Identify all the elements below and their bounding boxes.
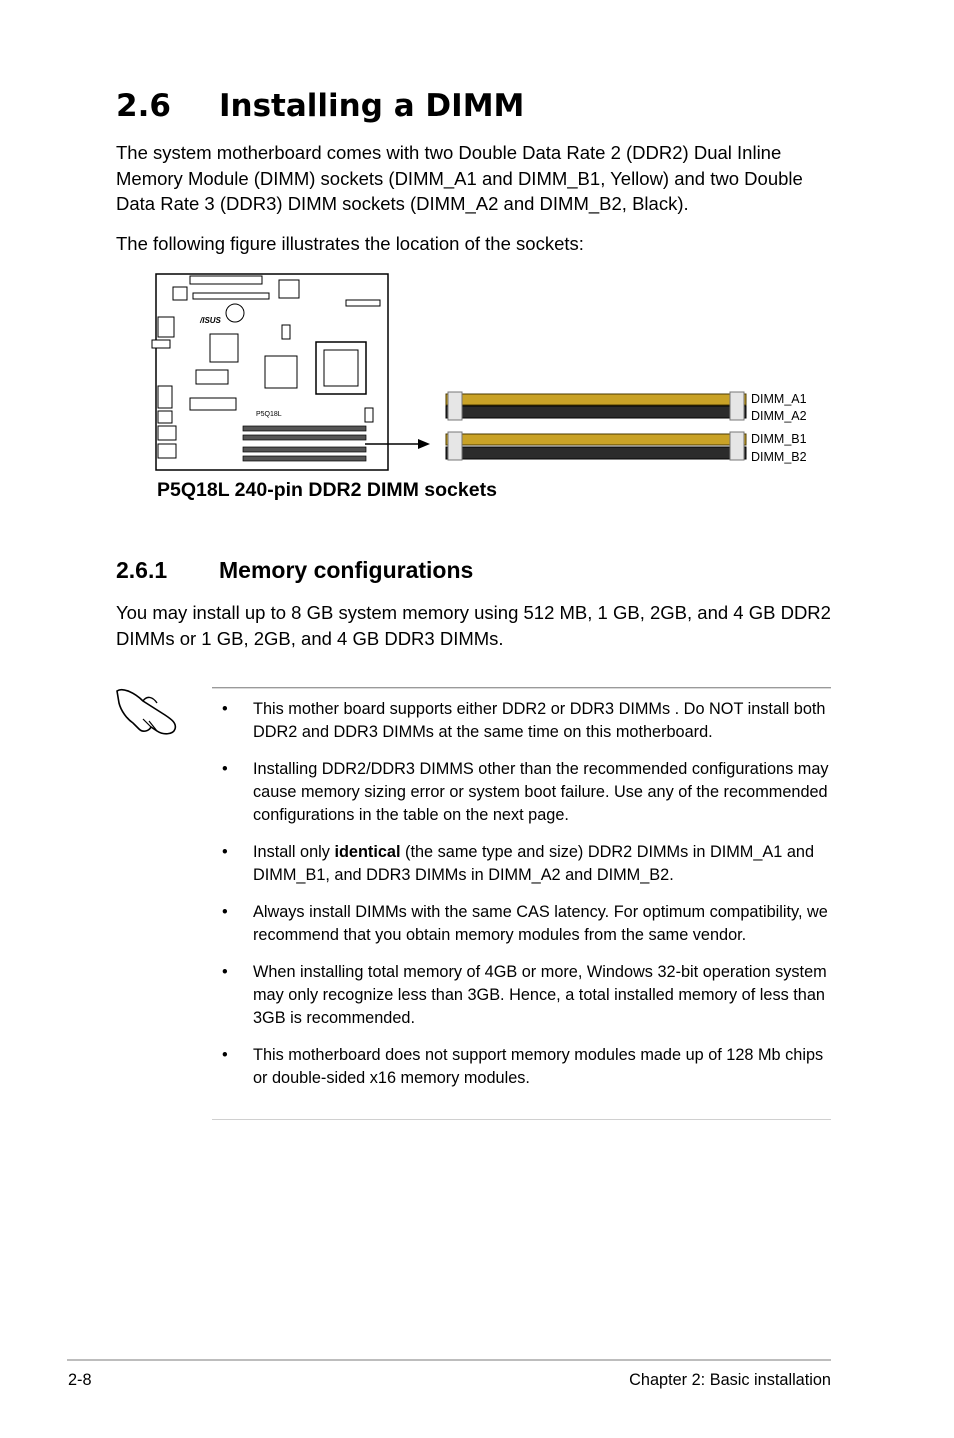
note-text: Installing DDR2/DDR3 DIMMS other than the recommended configurations may cause memory sizing error or system boot failure. Use any of the recommended configurations in the table on the next page. — [253, 760, 829, 824]
note-text: Always install DIMMs with the same CAS latency. For optimum compatibility, we recommend that you obtain memory modules from the same vendor. — [253, 903, 828, 944]
socket-label-dimm-a2: DIMM_A2 — [751, 409, 807, 423]
note-text-before: Install only — [253, 843, 335, 861]
motherboard-outline — [152, 274, 388, 470]
intro-paragraph: The system motherboard comes with two Double Data Rate 2 (DDR2) Dual Inline Memory Module (DIMM) sockets (DIMM_A1 and DIMM_B1, Yellow) and two Double Data Rate 3 (DDR3) DIMM sockets (DIMM_A2 and DIMM_B2, Black). — [116, 142, 803, 214]
hand-pointing-icon — [113, 681, 181, 737]
note-item — [212, 961, 832, 1030]
dimm-location-figure — [150, 270, 840, 485]
section-title — [116, 88, 524, 124]
note-bottom-rule — [212, 1119, 831, 1120]
socket-closeup — [446, 392, 746, 460]
section-number: 2.6 — [116, 88, 171, 124]
memory-paragraph: You may install up to 8 GB system memory using 512 MB, 1 GB, 2GB, and 4 GB DDR2 DIMMs or 1 GB, 2GB, and 4 GB DDR3 DIMMs. — [116, 602, 831, 649]
note-top-rule — [212, 687, 831, 689]
note-item — [212, 841, 832, 887]
footer-rule — [67, 1359, 831, 1361]
figure-lead-paragraph: The following figure illustrates the location of the sockets: — [116, 233, 584, 254]
note-list — [212, 698, 832, 1104]
brand-label: /ISUS — [200, 316, 221, 325]
socket-label-dimm-a1: DIMM_A1 — [751, 392, 807, 406]
bullet: • — [222, 903, 228, 921]
subsection-number: 2.6.1 — [116, 557, 168, 583]
note-item — [212, 901, 832, 947]
note-text-bold: identical — [334, 843, 401, 861]
note-text: When installing total memory of 4GB or more, Windows 32-bit operation system may only recognize less than 3GB. Hence, a total installed memory of less than 3GB is recommended. — [253, 963, 827, 1027]
chapter-footer: Chapter 2: Basic installation — [629, 1371, 831, 1389]
bullet: • — [222, 963, 228, 981]
bullet: • — [222, 1046, 228, 1064]
note-item — [212, 698, 832, 744]
subsection-title-text: Memory configurations — [219, 557, 474, 583]
note-text: This mother board supports either DDR2 or DDR3 DIMMs . Do NOT install both DDR2 and DDR3 DIMMs at the same time on this motherboard. — [253, 700, 826, 741]
figure-caption: P5Q18L 240-pin DDR2 DIMM sockets — [157, 479, 497, 501]
subsection-title — [116, 557, 473, 584]
page-number: 2-8 — [68, 1371, 92, 1389]
socket-label-dimm-b2: DIMM_B2 — [751, 450, 807, 464]
note-item — [212, 1044, 832, 1090]
bullet: • — [222, 760, 228, 778]
note-text: This motherboard does not support memory modules made up of 128 Mb chips or double-sided x16 memory modules. — [253, 1046, 824, 1087]
board-label: P5Q18L — [256, 411, 282, 418]
bullet: • — [222, 843, 228, 861]
bullet: • — [222, 700, 228, 718]
note-item — [212, 758, 832, 827]
socket-label-dimm-b1: DIMM_B1 — [751, 432, 807, 446]
section-title-text: Installing a DIMM — [219, 88, 525, 124]
note-text-after: (the same type and size) DDR2 DIMMs in DIMM_A1 and DIMM_B1, and DDR3 DIMMs in DIMM_A2 and DIMM_B2. — [253, 843, 815, 884]
